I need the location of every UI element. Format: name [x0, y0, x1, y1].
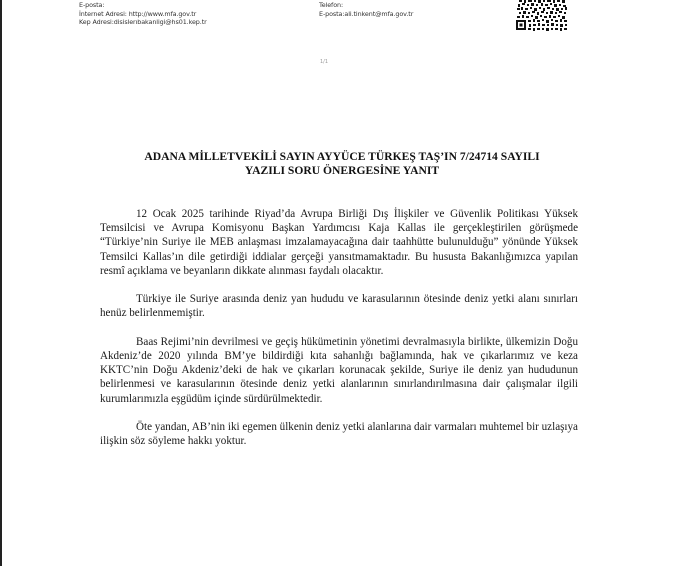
document-title — [102, 150, 582, 178]
paragraph-maritime-boundaries: Türkiye ile Suriye arasında deniz yan hududu ve karasularının ötesinde deniz yetki alanı sınırları henüz belirlenmemiştir. — [100, 293, 578, 320]
paragraph-eu-position: Öte yandan, AB’nin iki egemen ülkenin deniz yetki alanlarına dair varmaları muhtemel bir uzlaşıya ilişkin söz söyleme hakkı yoktur. — [100, 421, 578, 448]
email-label: E-posta: — [79, 1, 105, 9]
title-line-1: ADANA MİLLETVEKİLİ SAYIN AYYÜCE TÜRKEŞ TAŞ’IN 7/24714 SAYILI — [144, 150, 540, 163]
document-body — [100, 207, 578, 463]
page-number: 1/1 — [320, 59, 329, 65]
kep-address: Kep Adresi:disislerıbakanligi@hs01.kep.tr — [79, 18, 207, 27]
paragraph-delimitation-work: Baas Rejimi’nin devrilmesi ve geçiş hükümetinin yönetimi devralmasıyla birlikte, ülkemizin Doğu Akdeniz’de 2020 yılında BM’ye bildirdiği kıta sahanlığı bağlamında, hak ve çıkarlarımız ve keza KKTC’nin Doğu Akdeniz’deki de hak ve çıkarları korunacak şekilde, Suriye ile deniz yan hududunun belirlenmesi ve karasularının ötesinde deniz yetki alanlarının sınırlandırılmasına dair çalışmalar ilgili kurumlarımızla eşgüdüm içinde sürdürülmektedir. — [100, 335, 578, 405]
website-address: İnternet Adresi: http://www.mfa.gov.tr — [79, 9, 197, 18]
contact-email: E-posta:ali.tinkent@mfa.gov.tr — [319, 9, 414, 18]
contact-info-left — [79, 1, 207, 27]
paragraph-kallas-meeting: 12 Ocak 2025 tarihinde Riyad’da Avrupa Birliği Dış İlişkiler ve Güvenlik Politikası Yüksek Temsilcisi ve Avrupa Komisyonu Başkan Yardımcısı Kaja Kallas ile gerçekleştirilen görüşmede “Türkiye’nin Suriye ile MEB anlaşması imzalamayacağına dair taahhütte bulunulduğu” yönünde Yüksek Temsilci Kallas’ın dile getirdiği iddialar gerçeği yansıtmamaktadır. Bu hususta Bakanlığımızca yapılan resmî açıklama ve beyanların dikkate alınması faydalı olacaktır. — [100, 208, 578, 277]
qr-code-icon — [516, 0, 568, 31]
phone-label: Telefon: — [319, 1, 344, 9]
title-line-2: YAZILI SORU ÖNERGESİNE YANIT — [244, 164, 440, 177]
contact-info-right — [319, 1, 413, 18]
